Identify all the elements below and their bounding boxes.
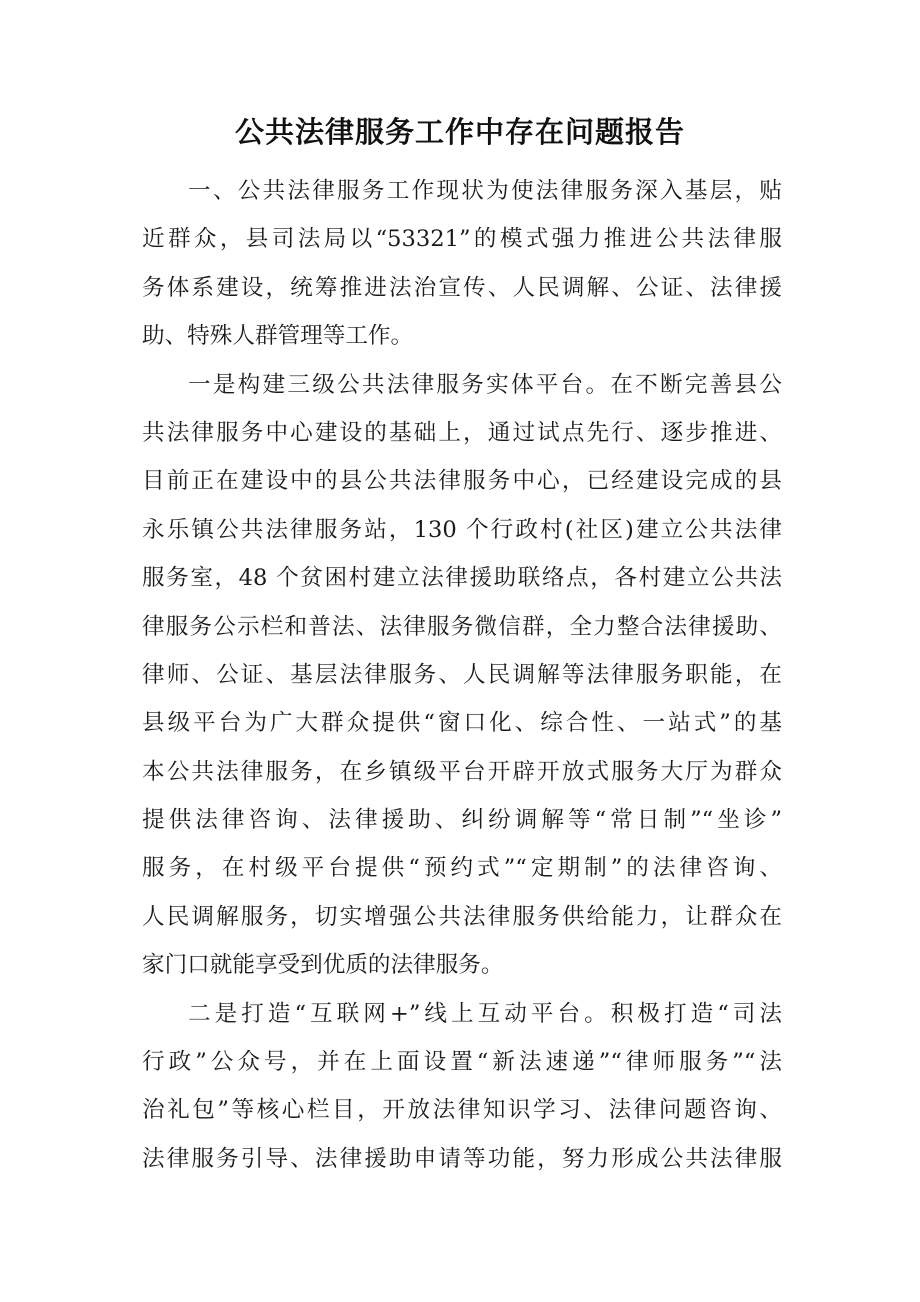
text-line: 家门口就能享受到优质的法律服务。 bbox=[142, 952, 504, 979]
text-line: 目前正在建设中的县公共法律服务中心，已经建设完成的县 bbox=[142, 468, 782, 495]
text-line: 提供法律咨询、法律援助、纠纷调解等“常日制”“坐诊” bbox=[142, 807, 782, 834]
text-line: 治礼包”等核心栏目，开放法律知识学习、法律问题咨询、 bbox=[142, 1097, 782, 1124]
text-line: 律师、公证、基层法律服务、人民调解等法律服务职能，在 bbox=[142, 661, 782, 688]
text-line: 行政”公众号，并在上面设置“新法速递”“律师服务”“法 bbox=[142, 1049, 782, 1076]
text-line: 本公共法律服务，在乡镇级平台开辟开放式服务大厅为群众 bbox=[142, 758, 782, 785]
text-line: 务体系建设，统筹推进法治宣传、人民调解、公证、法律援 bbox=[142, 274, 782, 301]
text-line: 一是构建三级公共法律服务实体平台。在不断完善县公 bbox=[188, 371, 782, 398]
text-line: 服务，在村级平台提供“预约式”“定期制”的法律咨询、 bbox=[142, 855, 782, 882]
paragraph-2 bbox=[142, 361, 782, 990]
text-line: 助、特殊人群管理等工作。 bbox=[142, 323, 414, 350]
text-line: 二是打造“互联网+”线上互动平台。积极打造“司法 bbox=[188, 1000, 782, 1027]
text-line: 人民调解服务，切实增强公共法律服务供给能力，让群众在 bbox=[142, 903, 782, 930]
text-line: 永乐镇公共法律服务站，130 个行政村(社区)建立公共法律 bbox=[142, 516, 782, 543]
text-line: 服务室，48 个贫困村建立法律援助联络点，各村建立公共法 bbox=[142, 565, 782, 592]
text-line: 县级平台为广大群众提供“窗口化、综合性、一站式”的基 bbox=[142, 710, 782, 737]
text-line: 律服务公示栏和普法、法律服务微信群，全力整合法律援助、 bbox=[142, 613, 782, 640]
text-line: 近群众，县司法局以“53321”的模式强力推进公共法律服 bbox=[142, 226, 782, 253]
paragraph-3 bbox=[142, 990, 782, 1184]
text-line: 一、公共法律服务工作现状为使法律服务深入基层，贴 bbox=[188, 178, 782, 204]
document-body bbox=[142, 167, 782, 1183]
text-line: 共法律服务中心建设的基础上，通过试点先行、逐步推进、 bbox=[142, 419, 782, 446]
text-line: 法律服务引导、法律援助申请等功能，努力形成公共法律服 bbox=[142, 1145, 782, 1172]
paragraph-1 bbox=[142, 167, 782, 361]
document-title: 公共法律服务工作中存在问题报告 bbox=[234, 115, 685, 149]
